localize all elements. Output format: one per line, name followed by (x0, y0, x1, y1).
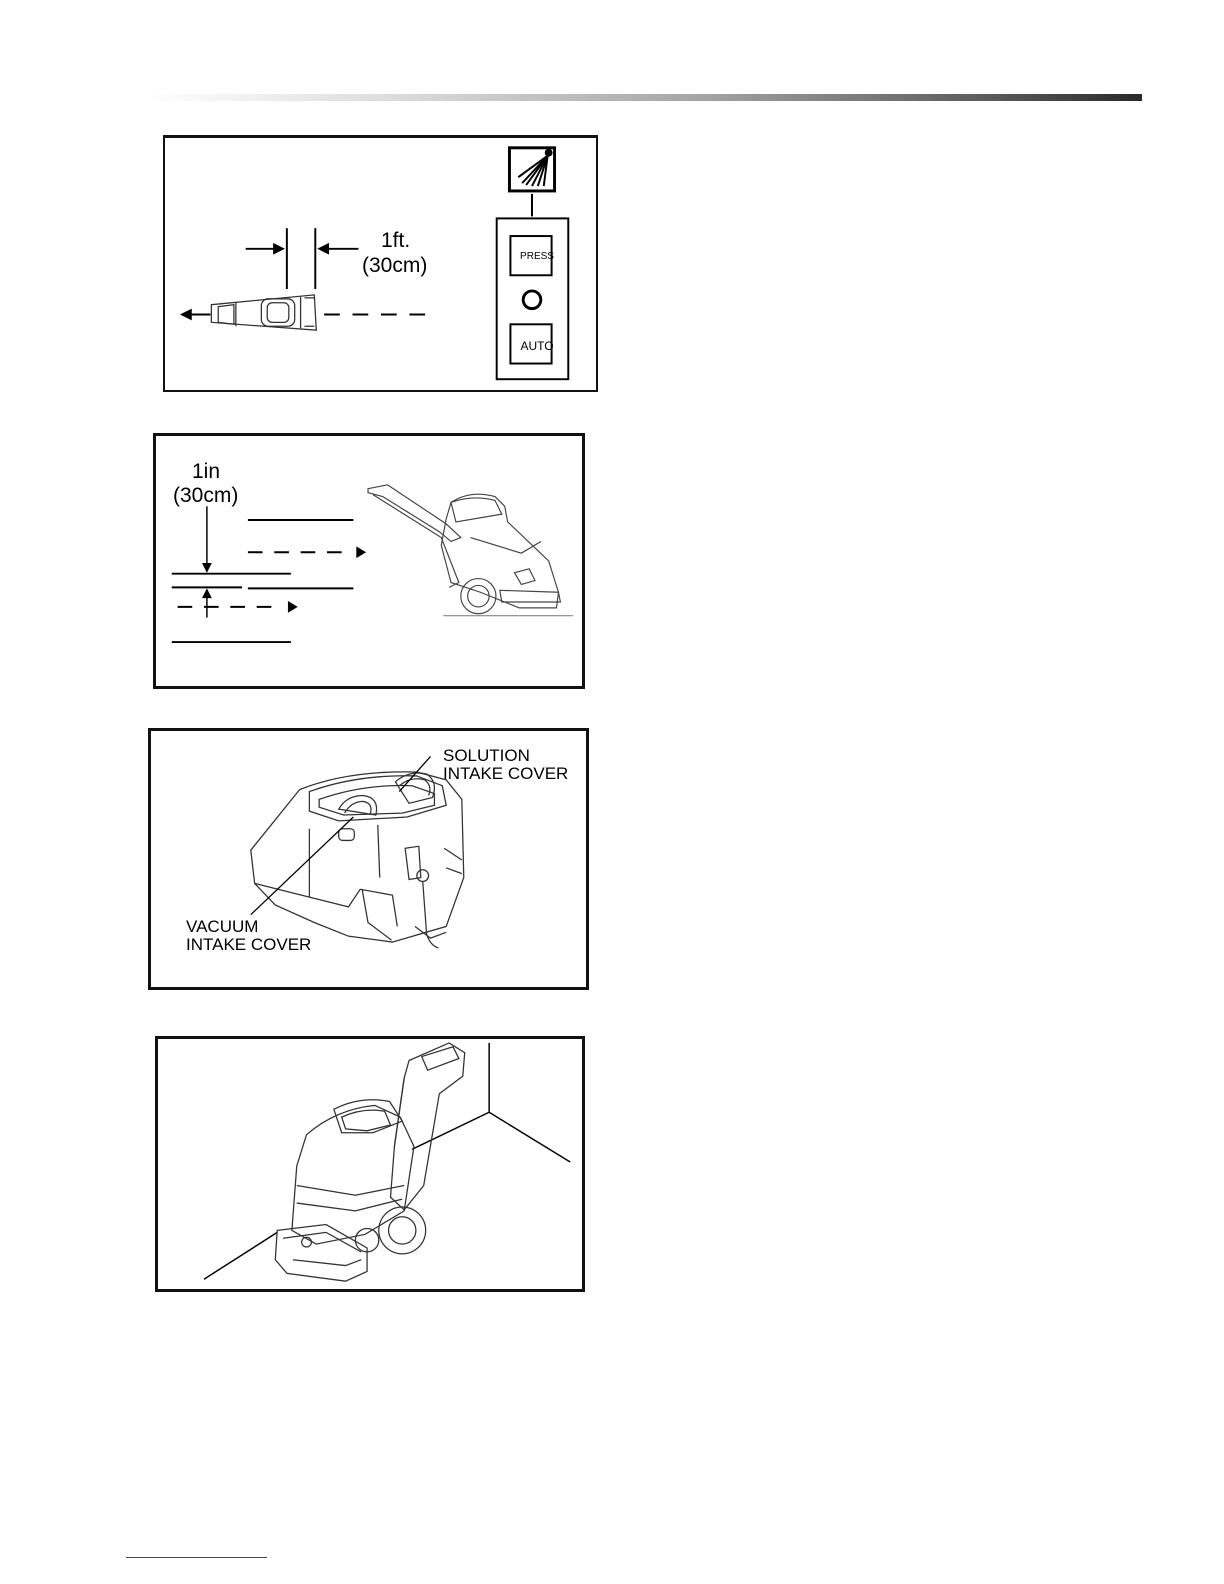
dimension-label-top: 1in (192, 460, 221, 483)
header-rule (145, 94, 1142, 101)
solution-intake-label-line1: SOLUTION (443, 746, 530, 765)
extractor-machine-drawing (275, 1043, 464, 1281)
solution-intake-label-line2: INTAKE COVER (443, 764, 569, 784)
press-button-label: PRESS (520, 251, 554, 262)
vacuum-intake-cover-label (186, 918, 311, 955)
dimension-label-bottom: (30cm) (173, 484, 239, 507)
figure-overlap-pass (163, 135, 598, 392)
dimension-label-bottom: (30cm) (362, 254, 428, 277)
dimension-label-top: 1ft. (381, 229, 411, 252)
machine-top-view (211, 295, 316, 330)
direction-arrow-icon (180, 309, 210, 321)
figure-corner-cleaning-drawing (158, 1039, 582, 1289)
figure-intake-covers (148, 728, 589, 990)
footer-link-underline (126, 1557, 267, 1558)
auto-button-label: AUTO (520, 339, 554, 353)
machine-side-view (368, 485, 573, 616)
figure-corner-cleaning (155, 1036, 585, 1292)
solution-intake-cover-label (443, 747, 568, 784)
indicator-light-icon (523, 291, 541, 309)
vacuum-intake-label-line1: VACUUM (186, 917, 259, 936)
vacuum-intake-label-line2: INTAKE COVER (186, 935, 312, 955)
figure-side-overlap (153, 433, 585, 689)
